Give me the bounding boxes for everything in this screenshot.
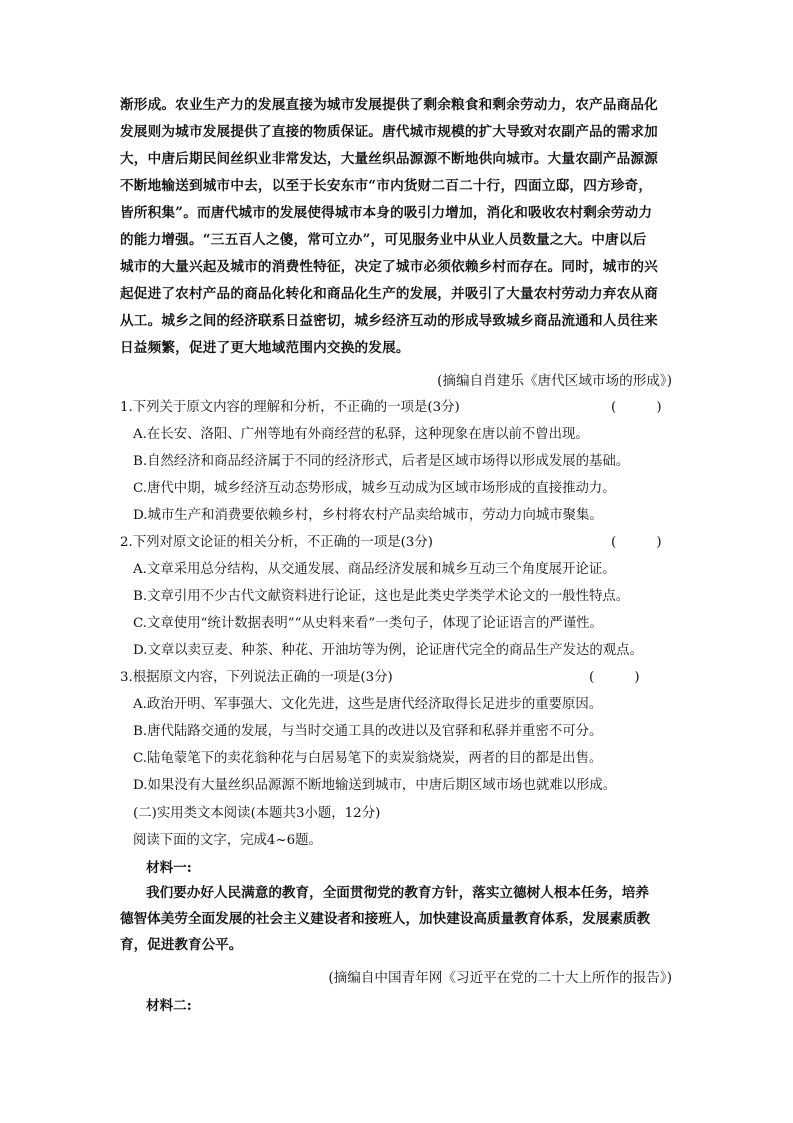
section-instruction: 阅读下面的文字，完成4~6题。: [133, 833, 322, 848]
option-b: B.文章引用不少古代文献资料进行论证，这也是此类史学类学术论文的一般性特点。: [133, 589, 630, 604]
option-b: B.唐代陆路交通的发展，与当时交通工具的改进以及官驿和私驿并重密不可分。: [133, 724, 603, 739]
section-title: (二)实用类文本阅读(本题共3小题，12分): [133, 806, 381, 821]
passage-line: 发展则为城市发展提供了直接的物质保证。唐代城市规模的扩大导致对农副产品的需求加: [120, 124, 658, 140]
material-line: 德智体美劳全面发展的社会主义建设者和接班人，加快建设高质量教育体系，发展素质教: [120, 911, 651, 927]
material-1-label: 材料一:: [146, 860, 192, 876]
passage-line: 渐形成。农业生产力的发展直接为城市发展提供了剩余粮食和剩余劳动力，农产品商品化: [120, 97, 658, 113]
passage-line: 的能力增强。“三五百人之傻，常可立办”，可见服务业中从业人员数量之大。中唐以后: [120, 232, 647, 248]
passage-line: 起促进了农村产品的商品化转化和商品化生产的发展，并吸引了大量农村劳动力弃农从商: [120, 286, 658, 302]
option-a: A.政治开明、军事强大、文化先进，这些是唐代经济取得长足进步的重要原因。: [133, 697, 603, 712]
option-c: C.文章使用“统计数据表明”“从史料来看”一类句子，体现了论证语言的严谨性。: [133, 616, 603, 631]
option-b: B.自然经济和商品经济属于不同的经济形式，后者是区域市场得以形成发展的基础。: [133, 454, 630, 469]
passage-line: 城市的大量兴起及城市的消费性特征，决定了城市必须依赖乡村而存在。同时，城市的兴: [120, 259, 658, 275]
option-d: D.如果没有大量丝织品源源不断地输送到城市，中唐后期区域市场也就难以形成。: [133, 778, 617, 793]
passage-line: 皆所积集”。而唐代城市的发展使得城市本身的吸引力增加，消化和吸收农村剩余劳动力: [120, 205, 653, 221]
material-1-paragraph: [120, 880, 672, 958]
option-a: A.在长安、洛阳、广州等地有外商经营的私驿，这种现象在唐以前不曾出现。: [133, 427, 589, 442]
option-c: C.唐代中期，城乡经济互动态势形成，城乡互动成为区域市场形成的直接推动力。: [133, 481, 616, 496]
source-citation: (摘编自中国青年网《习近平在党的二十大上所作的报告》): [328, 970, 672, 986]
passage-line: 从工。城乡之间的经济联系日益密切，城乡经济互动的形成导致城乡商品流通和人员往来: [120, 313, 658, 329]
question-2-stem: 2.下列对原文论证的相关分析，不正确的一项是(3分): [120, 535, 433, 550]
material-line: 我们要办好人民满意的教育，全面贯彻党的教育方针，落实立德树人根本任务，培养: [146, 885, 649, 901]
material-2-label: 材料二:: [146, 998, 192, 1014]
material-line: 育，促进教育公平。: [120, 937, 243, 953]
passage-line: 日益频繁，促进了更大地域范围内交换的发展。: [120, 340, 410, 356]
option-d: D.城市生产和消费要依赖乡村，乡村将农村产品卖给城市，劳动力向城市聚集。: [133, 508, 603, 523]
answer-blank: ( ): [589, 670, 640, 685]
option-c: C.陆龟蒙笔下的卖花翁种花与白居易笔下的卖炭翁烧炭，两者的目的都是出售。: [133, 751, 603, 766]
question-1-stem: 1.下列关于原文内容的理解和分析，不正确的一项是(3分): [120, 400, 460, 415]
passage-line: 大，中唐后期民间丝织业非常发达，大量丝织品源源不断地供向城市。大量农副产品源源: [120, 151, 658, 167]
answer-blank: ( ): [611, 535, 662, 550]
question-3-stem: 3.根据原文内容，下列说法正确的一项是(3分): [120, 670, 393, 685]
source-citation: (摘编自肖建乐《唐代区域市场的形成》): [437, 373, 672, 389]
option-d: D.文章以卖豆麦、种茶、种花、开油坊等为例，论证唐代完全的商品生产发达的观点。: [133, 643, 643, 658]
option-a: A.文章采用总分结构，从交通发展、商品经济发展和城乡互动三个角度展开论证。: [133, 562, 616, 577]
passage-line: 不断地输送到城市中去，以至于长安东市“市内货财二百二十行，四面立邸，四方珍奇，: [120, 178, 653, 194]
answer-blank: ( ): [611, 400, 662, 415]
passage-paragraph: [120, 92, 672, 362]
